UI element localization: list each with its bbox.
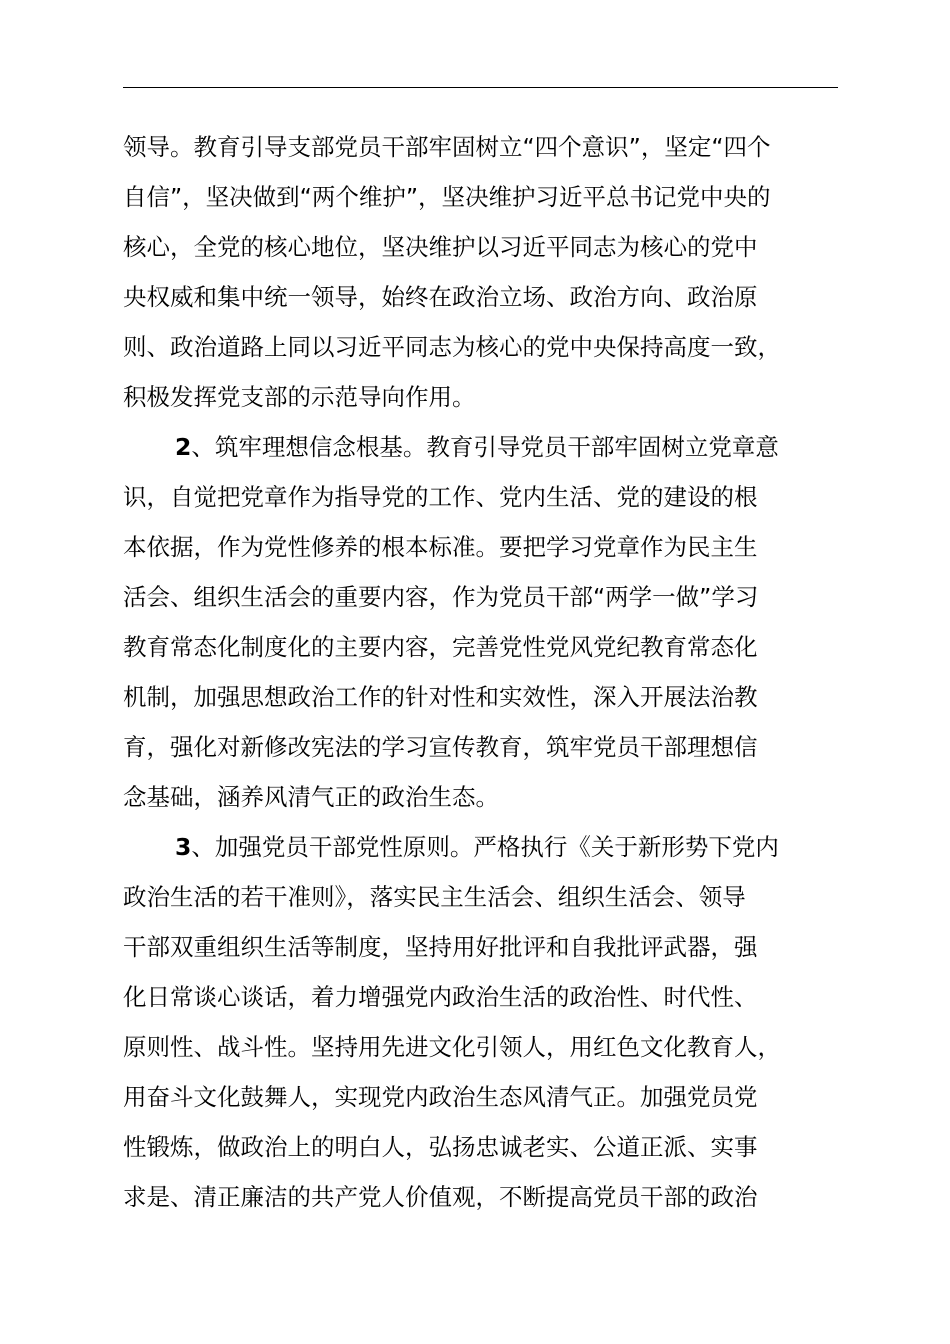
text-line: 机制，加强思想政治工作的针对性和实效性，深入开展法治教 — [123, 683, 758, 711]
text-line: 教育常态化制度化的主要内容，完善党性党风党纪教育常态化 — [123, 633, 758, 661]
text-line: 活会、组织生活会的重要内容，作为党员干部“两学一做”学习 — [123, 583, 759, 611]
text-line: 求是、清正廉洁的共产党人价值观，不断提高党员干部的政治 — [123, 1183, 758, 1211]
text-line: 领导。教育引导支部党员干部牢固树立“四个意识”，坚定“四个 — [123, 133, 771, 161]
text-line: 原则性、战斗性。坚持用先进文化引领人，用红色文化教育人， — [123, 1033, 781, 1061]
text-line: 央权威和集中统一领导，始终在政治立场、政治方向、政治原 — [123, 283, 758, 311]
text-line: 本依据，作为党性修养的根本标准。要把学习党章作为民主生 — [123, 533, 758, 561]
text-line: 核心，全党的核心地位，坚决维护以习近平同志为核心的党中 — [123, 233, 758, 261]
text-line: 用奋斗文化鼓舞人，实现党内政治生态风清气正。加强党员党 — [123, 1083, 758, 1111]
section-heading-text: 、筑牢理想信念根基。教育引导党员干部牢固树立党章意 — [191, 433, 779, 461]
text-line: 积极发挥党支部的示范导向作用。 — [123, 383, 476, 411]
text-line: 干部双重组织生活等制度，坚持用好批评和自我批评武器，强 — [123, 933, 758, 961]
text-line: 性锻炼，做政治上的明白人，弘扬忠诚老实、公道正派、实事 — [123, 1133, 758, 1161]
text-line: 识，自觉把党章作为指导党的工作、党内生活、党的建设的根 — [123, 483, 758, 511]
section-heading-line — [175, 432, 915, 462]
section-heading-text: 、加强党员干部党性原则。严格执行《关于新形势下党内 — [191, 833, 779, 861]
text-line: 念基础，涵养风清气正的政治生态。 — [123, 783, 499, 811]
text-line: 则、政治道路上同以习近平同志为核心的党中央保持高度一致， — [123, 333, 781, 361]
text-line: 自信”，坚决做到“两个维护”，坚决维护习近平总书记党中央的 — [123, 183, 771, 211]
header-rule — [123, 87, 838, 88]
section-number: 3 — [175, 833, 192, 861]
text-line: 政治生活的若干准则》，落实民主生活会、组织生活会、领导 — [123, 883, 746, 911]
text-line: 化日常谈心谈话，着力增强党内政治生活的政治性、时代性、 — [123, 983, 758, 1011]
section-number: 2 — [175, 433, 192, 461]
text-line: 育，强化对新修改宪法的学习宣传教育，筑牢党员干部理想信 — [123, 733, 758, 761]
section-heading-line — [175, 832, 915, 862]
